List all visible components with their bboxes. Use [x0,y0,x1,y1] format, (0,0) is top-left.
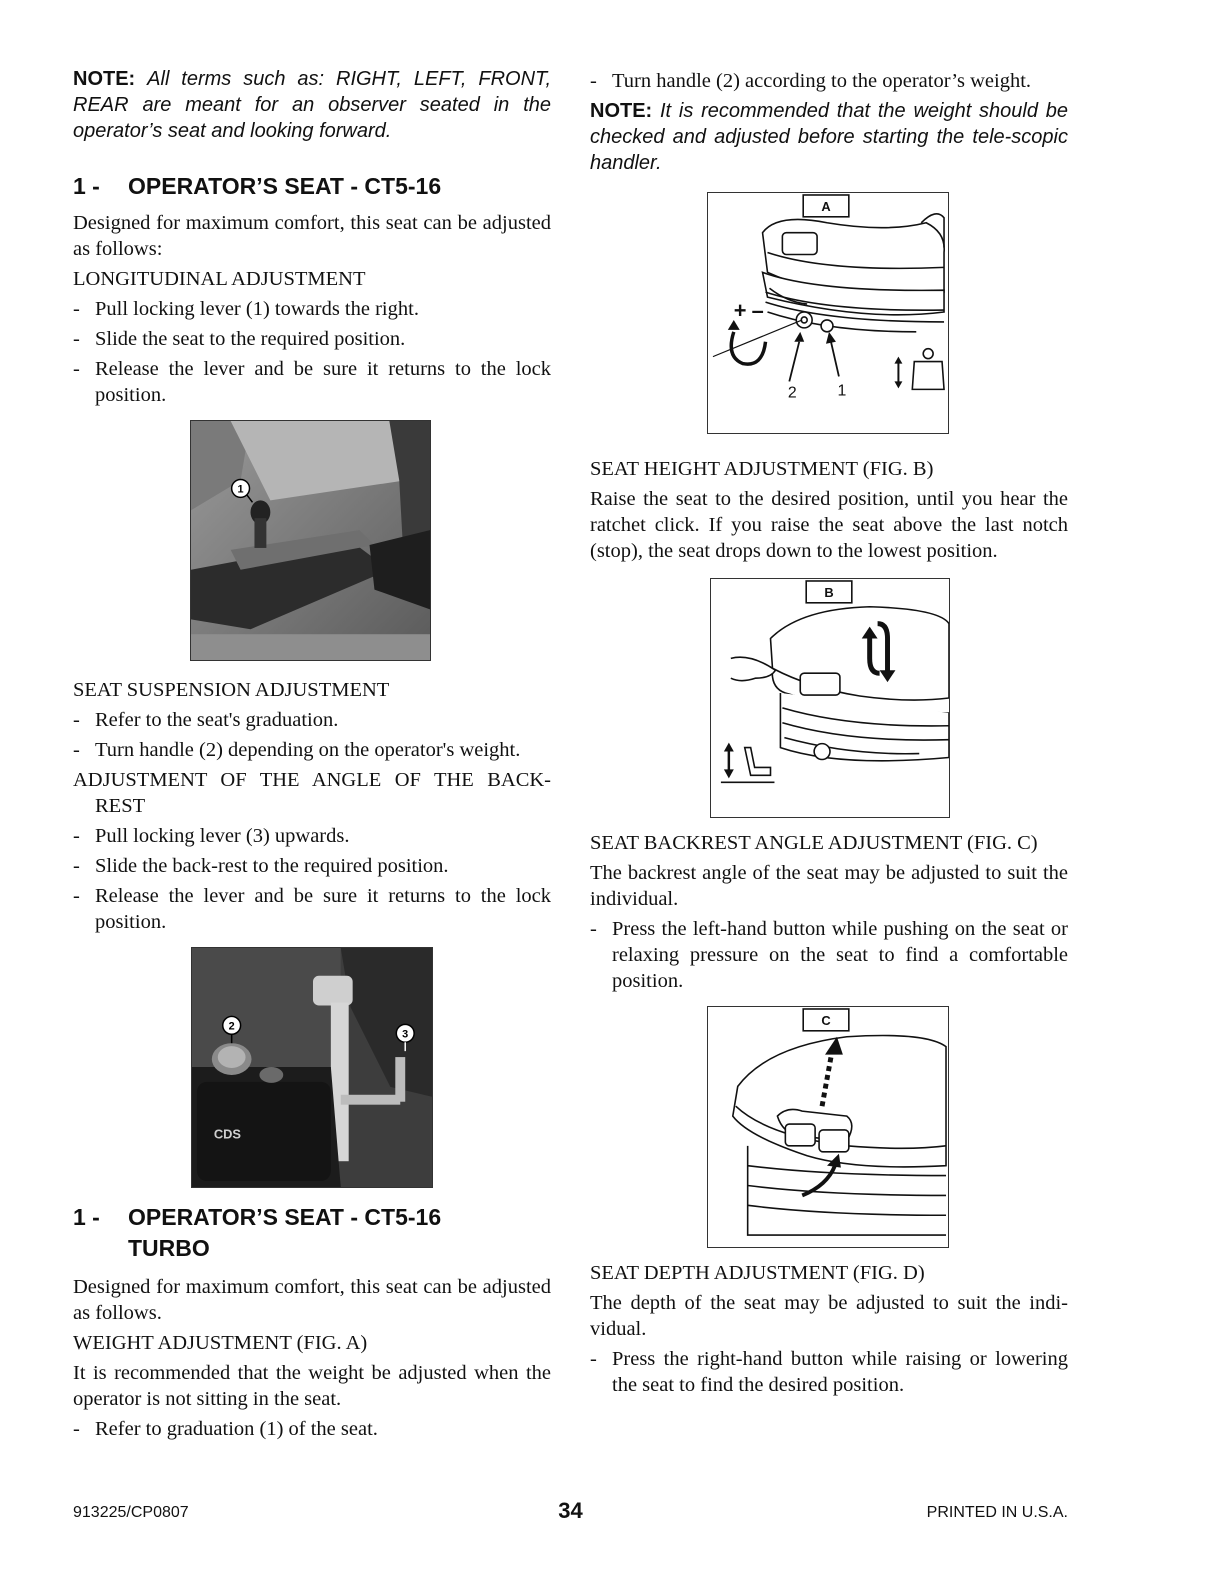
printed-in: PRINTED IN U.S.A. [926,1504,1068,1521]
section-intro: Designed for maximum comfort, this seat can be adjusted as follows: [73,212,551,260]
document-number: 913225/CP0807 [73,1504,189,1521]
longitudinal-step: - Pull locking lever (1) towards the right. [73,298,419,320]
section-heading-ct5-16 [73,171,551,202]
section-heading-ct5-16-turbo [73,1202,551,1264]
depth-step: - Press the right-hand button while raising or lowering the seat to find the desired position. [590,1348,1068,1396]
figure-a-callout-1: 1 [837,382,847,400]
weight-heading: WEIGHT ADJUSTMENT (FIG. A) [73,1332,368,1354]
page-number: 34 [558,1498,583,1523]
backrest-step: - Slide the back-rest to the required position. [73,855,449,877]
note-weight-check [590,98,1068,176]
figure-c [707,1006,949,1248]
seat-lever-photo-graphic [191,421,430,660]
figure-a-plus: + [733,297,747,323]
backrest-angle-text: The backrest angle of the seat may be adjusted to suit the individual. [590,862,1068,910]
backrest-step: - Pull locking lever (3) upwards. [73,825,350,847]
figure-a [707,192,949,434]
figure-c-graphic [708,1007,948,1247]
height-text: Raise the seat to the desired position, until you hear the ratchet click. If you raise the seat above the last notch (stop), the seat drops down to the lowest position. [590,488,1068,562]
left-column [73,66,551,1442]
note-label: NOTE: [73,68,136,90]
note-observer [73,66,551,145]
note-label: NOTE: [590,100,653,122]
depth-heading: SEAT DEPTH ADJUSTMENT (FIG. D) [590,1262,925,1284]
figure-a-callout-2: 2 [787,384,797,402]
figure-c-label: C [821,1012,831,1028]
longitudinal-step: - Release the lever and be sure it returns to the lock position. [73,358,551,406]
note-text: It is recommended that the weight should be checked and adjusted before starting the tele-scopic handler. [590,100,1068,174]
longitudinal-step: - Slide the seat to the required position. [73,328,406,350]
photo2-callout-3: 3 [402,1028,409,1041]
photo1-callout: 1 [237,483,244,496]
note-text: All terms such as: RIGHT, LEFT, FRONT, REAR are meant for an observer seated in the operator’s seat and looking forward. [73,68,551,142]
figure-a-minus: – [751,297,764,323]
backrest-step: - Release the lever and be sure it returns to the lock position. [73,885,551,933]
cds-logo: CDS [213,1126,242,1142]
section-title: OPERATOR’S SEAT - CT5-16 [128,173,442,199]
seat-handle-photo [191,947,433,1188]
suspension-step: - Turn handle (2) depending on the operator's weight. [73,739,521,761]
backrest-heading: ADJUSTMENT OF THE ANGLE OF THE BACK-REST [73,769,551,817]
figure-b [710,578,950,818]
right-column [590,68,1068,1398]
figure-b-label: B [824,584,834,600]
height-heading: SEAT HEIGHT ADJUSTMENT (FIG. B) [590,458,934,480]
longitudinal-heading: LONGITUDINAL ADJUSTMENT [73,268,366,290]
backrest-angle-heading: SEAT BACKREST ANGLE ADJUSTMENT (FIG. C) [590,832,1038,854]
seat-handle-photo-graphic [192,948,432,1187]
suspension-step: - Refer to the seat's graduation. [73,709,339,731]
weight-text: It is recommended that the weight be adjusted when the operator is not sitting in the seat. [73,1362,551,1410]
figure-a-label: A [821,198,831,214]
section-intro: Designed for maximum comfort, this seat can be adjusted as follows. [73,1276,551,1324]
photo2-callout-2: 2 [228,1020,235,1033]
section-number: 1 - [73,173,100,199]
figure-b-graphic [711,579,949,817]
page-footer [73,1498,1068,1528]
suspension-heading: SEAT SUSPENSION ADJUSTMENT [73,679,390,701]
weight-step: - Turn handle (2) according to the operator’s weight. [590,70,1032,92]
backrest-angle-step: - Press the left-hand button while pushing on the seat or relaxing pressure on the seat to find a comfortable position. [590,918,1068,992]
section-title: OPERATOR’S SEAT - CT5-16 TURBO [128,1204,442,1261]
figure-a-graphic [708,193,948,433]
weight-step: - Refer to graduation (1) of the seat. [73,1418,378,1440]
seat-lever-photo [190,420,431,661]
weight-icon [894,349,944,390]
depth-text: The depth of the seat may be adjusted to suit the indi-vidual. [590,1292,1068,1340]
section-number: 1 - [73,1204,100,1230]
seat-height-icon [721,743,775,783]
